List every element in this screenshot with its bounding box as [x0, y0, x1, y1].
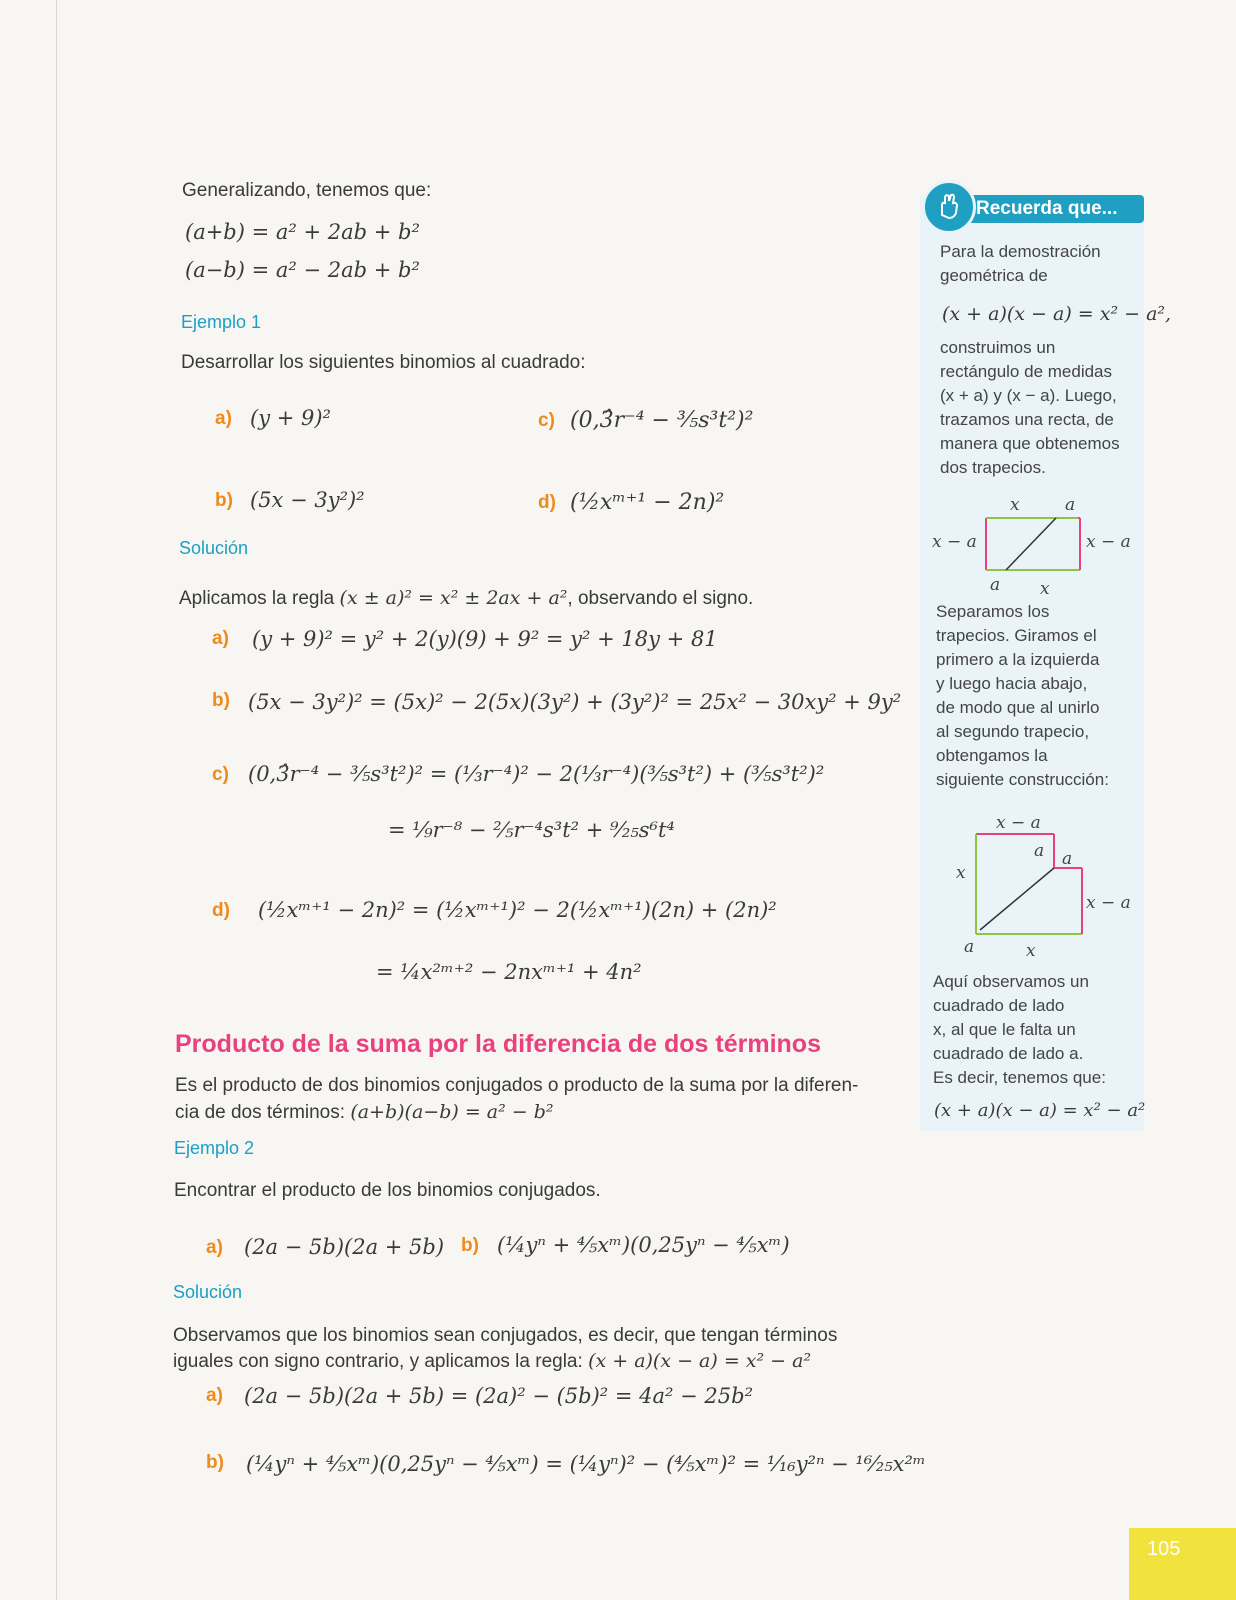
fig1-right-label: x − a: [1086, 532, 1131, 552]
fig2-inner-a: a: [1034, 841, 1045, 861]
sol1-c-line2: = ⅑r⁻⁸ − ⅖r⁻⁴s³t² + ⁹⁄₂₅s⁶t⁴: [388, 818, 675, 842]
ex1-a-label: a): [215, 408, 232, 429]
sidebar-final-formula: (x + a)(x − a) = x² − a²: [934, 1100, 1146, 1121]
fig1-bottom-a: a: [990, 575, 1001, 595]
ex1-d-label: d): [538, 492, 556, 513]
page-number: 105: [1147, 1538, 1181, 1560]
hand-icon: [922, 180, 976, 234]
sol1-c-label: c): [212, 764, 229, 785]
example-2-text: Encontrar el producto de los binomios conjugados.: [174, 1180, 601, 1201]
sidebar-paragraph-1: Para la demostración geométrica de: [940, 242, 1101, 285]
formula-diff-square: (a−b) = a² − 2ab + b²: [185, 258, 420, 282]
sidebar-title: Recuerda que...: [976, 198, 1118, 219]
example-1-heading: Ejemplo 1: [181, 312, 262, 332]
sol1-c-line1: (0,3̂r⁻⁴ − ³⁄₅s³t²)² = (⅓r⁻⁴)² − 2(⅓r⁻⁴)(³⁄₅s³t²) + (³⁄₅s³t²)²: [248, 762, 825, 786]
ex2-a-expr: (2a − 5b)(2a + 5b): [244, 1235, 445, 1259]
fig1-bottom-x: x: [1040, 579, 1050, 599]
solution-1-intro: Aplicamos la regla (x ± a)² = x² ± 2ax + a², observando el signo.: [179, 587, 754, 609]
sol1-d-line2: = ¼x²ᵐ⁺² − 2nxᵐ⁺¹ + 4n²: [376, 960, 642, 984]
fig1-top-x: x: [1010, 495, 1020, 515]
trapezoid-figure-1: [930, 490, 1140, 600]
ex1-c-expr: (0,3̂r⁻⁴ − ³⁄₅s³t²)²: [570, 408, 754, 433]
definition-line-2: cia de dos términos: (a+b)(a−b) = a² − b²: [175, 1101, 554, 1123]
example-1-text: Desarrollar los siguientes binomios al cuadrado:: [181, 352, 586, 373]
sidebar-paragraph-4: Aquí observamos un cuadrado de lado x, al que le falta un cuadrado de lado a. Es decir, tenemos que:: [933, 972, 1106, 1087]
example-2-heading: Ejemplo 2: [174, 1138, 255, 1158]
solution-2-line-2: iguales con signo contrario, y aplicamos la regla: (x + a)(x − a) = x² − a²: [173, 1350, 812, 1372]
ex1-b-label: b): [215, 490, 233, 511]
solution-2-heading: Solución: [173, 1282, 243, 1302]
ex1-a-expr: (y + 9)²: [250, 406, 331, 430]
sol1-b-line: (5x − 3y²)² = (5x)² − 2(5x)(3y²) + (3y²)² = 25x² − 30xy² + 9y²: [248, 690, 902, 714]
sol2-b-label: b): [206, 1452, 224, 1473]
intro-text: Generalizando, tenemos que:: [182, 180, 432, 201]
formula-sum-square: (a+b) = a² + 2ab + b²: [185, 220, 420, 244]
solution-1-heading: Solución: [179, 538, 249, 558]
trapezoid-figure-2: [944, 812, 1134, 962]
sol1-b-label: b): [212, 690, 230, 711]
sidebar-paragraph-3: Separamos los trapecios. Giramos el primero a la izquierda y luego hacia abajo, de modo que al unirlo al segundo trapecio, obtengamos la siguiente construcción:: [936, 602, 1109, 789]
fig2-bottom-a: a: [964, 937, 975, 957]
sidebar-formula: (x + a)(x − a) = x² − a²,: [942, 303, 1172, 325]
sol2-b-line: (¼yⁿ + ⅘xᵐ)(0,25yⁿ − ⅘xᵐ) = (¼yⁿ)² − (⅘xᵐ)² = ¹⁄₁₆y²ⁿ − ¹⁶⁄₂₅x²ᵐ: [246, 1452, 926, 1476]
fig2-top-label: x − a: [996, 813, 1041, 833]
ex2-b-label: b): [461, 1235, 479, 1256]
sol1-d-label: d): [212, 900, 230, 921]
sidebar-paragraph-2: construimos un rectángulo de medidas (x + a) y (x − a). Luego, trazamos una recta, de manera que obtenemos dos trapecios.: [940, 338, 1120, 477]
solution-2-line-1: Observamos que los binomios sean conjugados, es decir, que tengan términos: [173, 1325, 838, 1346]
fig2-bottom-x: x: [1026, 941, 1036, 961]
sol1-d-line1: (½xᵐ⁺¹ − 2n)² = (½xᵐ⁺¹)² − 2(½xᵐ⁺¹)(2n) + (2n)²: [258, 898, 777, 922]
ex1-b-expr: (5x − 3y²)²: [250, 488, 365, 512]
sol1-a-line: (y + 9)² = y² + 2(y)(9) + 9² = y² + 18y + 81: [252, 627, 718, 651]
page-edge-line: [56, 0, 57, 1600]
sol1-a-label: a): [212, 628, 229, 649]
sol2-a-line: (2a − 5b)(2a + 5b) = (2a)² − (5b)² = 4a² − 25b²: [244, 1384, 753, 1408]
definition-line-1: Es el producto de dos binomios conjugados o producto de la suma por la diferen-: [175, 1075, 859, 1096]
fig2-left-x: x: [956, 863, 966, 883]
section-heading: Producto de la suma por la diferencia de dos términos: [175, 1030, 821, 1058]
ex2-b-expr: (¼yⁿ + ⅘xᵐ)(0,25yⁿ − ⅘xᵐ): [497, 1233, 790, 1257]
fig2-right-a: a: [1062, 849, 1073, 869]
ex1-d-expr: (½xᵐ⁺¹ − 2n)²: [570, 490, 725, 515]
ex2-a-label: a): [206, 1237, 223, 1258]
sol2-a-label: a): [206, 1385, 223, 1406]
ex1-c-label: c): [538, 410, 555, 431]
fig1-top-a: a: [1065, 495, 1076, 515]
fig2-right-label: x − a: [1086, 893, 1131, 913]
page-number-box: [1129, 1528, 1236, 1600]
fig1-left-label: x − a: [932, 532, 977, 552]
